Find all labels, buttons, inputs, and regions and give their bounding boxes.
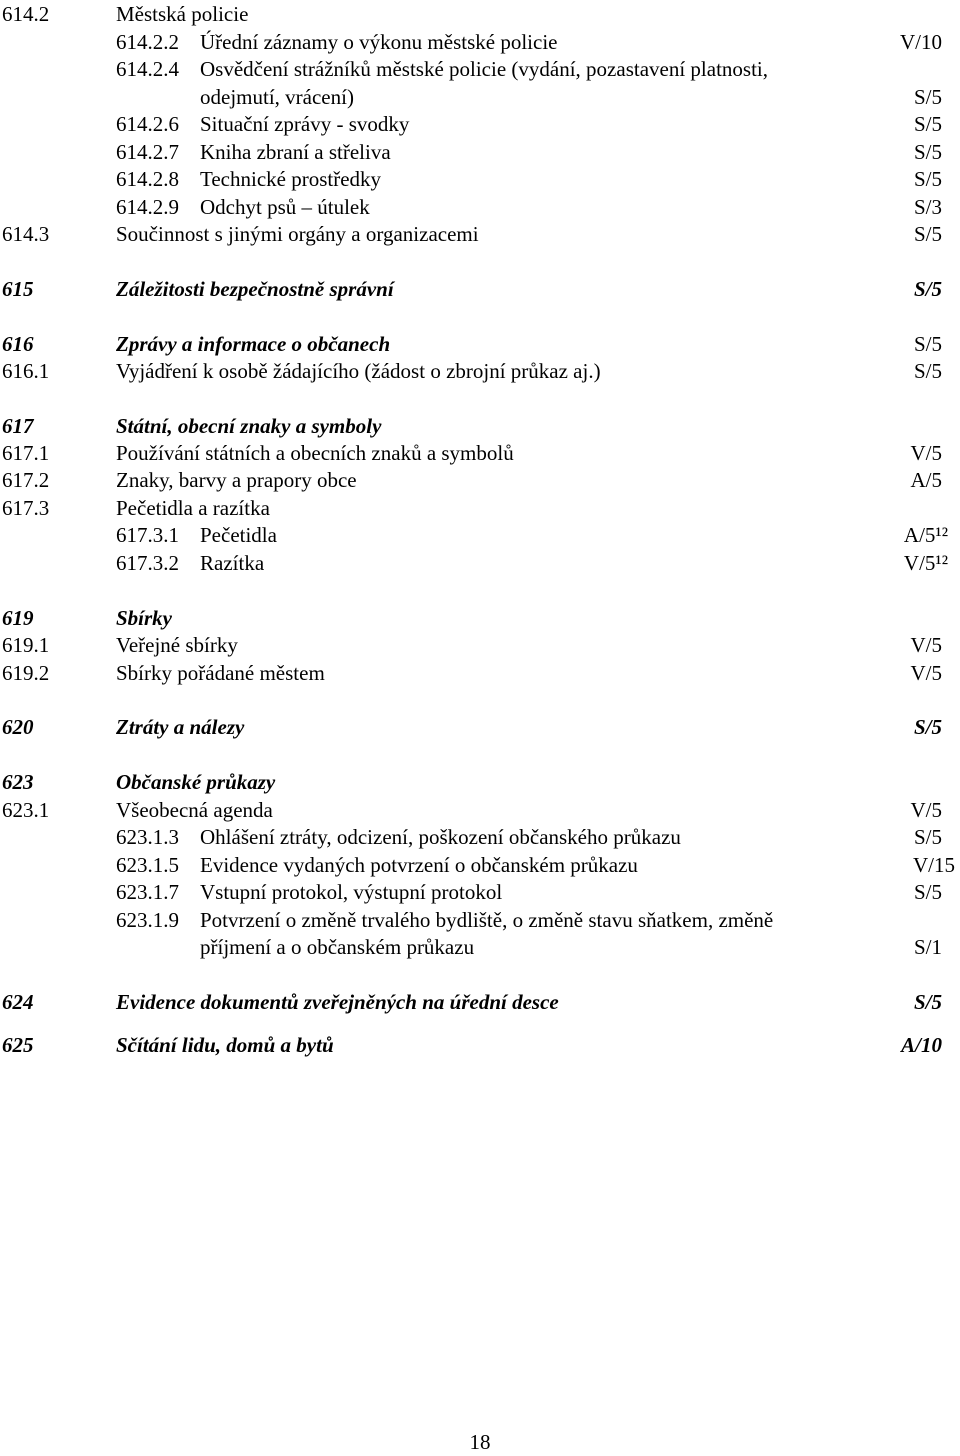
entry-number: 619.2	[2, 661, 50, 685]
retention-code: S/5	[913, 112, 942, 136]
retention-code: V/5	[910, 441, 942, 465]
entry-title: Potvrzení o změně trvalého bydliště, o změně stavu sňatkem, změně	[200, 908, 774, 932]
entry-title: Pečetidla	[200, 523, 277, 547]
entry-row	[0, 1031, 960, 1059]
retention-code: S/5	[913, 359, 942, 383]
entry-row	[0, 466, 960, 494]
retention-code: S/5	[913, 140, 942, 164]
entry-title: Technické prostředky	[200, 167, 382, 191]
retention-code: S/5	[913, 990, 942, 1014]
retention-code: S/5	[913, 332, 942, 356]
entry-title: Kniha zbraní a střeliva	[200, 140, 391, 164]
retention-code: S/5	[913, 880, 942, 904]
entry-title: Veřejné sbírky	[116, 633, 238, 657]
entry-row	[0, 494, 960, 522]
entry-row	[0, 988, 960, 1016]
retention-code: S/5	[913, 167, 942, 191]
entry-subnumber: 617.3.2	[116, 551, 179, 575]
entry-number: 617.1	[2, 441, 50, 465]
entry-title: Vyjádření k osobě žádajícího (žádost o zbrojní průkaz aj.)	[116, 359, 601, 383]
entry-title: Osvědčení strážníků městské policie (vydání, pozastavení platnosti,	[200, 57, 769, 81]
entry-row	[0, 878, 960, 906]
entry-title: Pečetidla a razítka	[116, 496, 270, 520]
entry-row	[0, 275, 960, 303]
entry-row	[0, 28, 960, 56]
entry-title: Zprávy a informace o občanech	[116, 332, 391, 356]
entry-subnumber: 623.1.3	[116, 825, 179, 849]
entry-row	[0, 933, 960, 961]
entry-subnumber: 617.3.1	[116, 523, 179, 547]
entry-number: 619.1	[2, 633, 50, 657]
entry-row	[0, 193, 960, 221]
entry-row	[0, 659, 960, 687]
entry-number: 625	[2, 1033, 34, 1057]
entry-row	[0, 604, 960, 632]
entry-number: 616	[2, 332, 34, 356]
entry-title: Sbírky	[116, 606, 173, 630]
entry-number: 617.3	[2, 496, 50, 520]
entry-title: Záležitosti bezpečnostně správní	[116, 277, 394, 301]
retention-code: V/5	[910, 798, 942, 822]
retention-code: A/10	[901, 1033, 942, 1057]
entry-title: odejmutí, vrácení)	[200, 85, 354, 109]
entry-subnumber: 623.1.5	[116, 853, 179, 877]
entry-title: Sbírky pořádané městem	[116, 661, 325, 685]
retention-code: V/15	[913, 853, 955, 877]
retention-code: V/10	[900, 30, 942, 54]
retention-code: S/5	[913, 277, 942, 301]
entry-title: Evidence vydaných potvrzení o občanském průkazu	[200, 853, 638, 877]
entry-subnumber: 614.2.9	[116, 195, 179, 219]
entry-subnumber: 623.1.9	[116, 908, 179, 932]
entry-row	[0, 439, 960, 467]
entry-title: Všeobecná agenda	[116, 798, 273, 822]
entry-row	[0, 220, 960, 248]
entry-number: 617.2	[2, 468, 50, 492]
entry-row	[0, 851, 960, 879]
entry-row	[0, 768, 960, 796]
retention-code: S/3	[913, 195, 942, 219]
entry-row	[0, 631, 960, 659]
retention-code: V/5	[910, 633, 942, 657]
entry-row	[0, 330, 960, 358]
entry-subnumber: 614.2.8	[116, 167, 179, 191]
entry-number: 623.1	[2, 798, 50, 822]
page-number: 18	[469, 1430, 491, 1454]
entry-title: Vstupní protokol, výstupní protokol	[200, 880, 503, 904]
entry-row	[0, 55, 960, 83]
entry-row	[0, 357, 960, 385]
retention-code: A/5	[910, 468, 942, 492]
entry-subnumber: 614.2.6	[116, 112, 179, 136]
entry-row	[0, 83, 960, 111]
retention-code: S/5	[913, 825, 942, 849]
entry-title: Znaky, barvy a prapory obce	[116, 468, 357, 492]
entry-row	[0, 823, 960, 851]
entry-number: 614.3	[2, 222, 50, 246]
retention-code: S/5	[913, 222, 942, 246]
retention-code: S/5	[913, 85, 942, 109]
retention-code: V/5	[910, 661, 942, 685]
entry-row	[0, 412, 960, 440]
entry-row	[0, 549, 960, 577]
entry-number: 617	[2, 414, 34, 438]
entry-number: 614.2	[2, 2, 50, 26]
entry-number: 616.1	[2, 359, 50, 383]
entry-row	[0, 796, 960, 824]
entry-title: příjmení a o občanském průkazu	[200, 935, 475, 959]
retention-code: A/5¹²	[903, 523, 948, 547]
entry-subnumber: 614.2.7	[116, 140, 179, 164]
entry-row	[0, 138, 960, 166]
entry-number: 619	[2, 606, 34, 630]
entry-title: Sčítání lidu, domů a bytů	[116, 1033, 334, 1057]
entry-subnumber: 614.2.4	[116, 57, 179, 81]
entry-title: Používání státních a obecních znaků a symbolů	[116, 441, 514, 465]
entry-title: Ztráty a nálezy	[116, 715, 245, 739]
entry-title: Občanské průkazy	[116, 770, 276, 794]
entry-title: Situační zprávy - svodky	[200, 112, 410, 136]
retention-code: S/1	[913, 935, 942, 959]
retention-code: S/5	[913, 715, 942, 739]
entry-number: 623	[2, 770, 34, 794]
entry-row	[0, 906, 960, 934]
entry-title: Evidence dokumentů zveřejněných na úřední desce	[116, 990, 559, 1014]
entry-subnumber: 614.2.2	[116, 30, 179, 54]
entry-row	[0, 521, 960, 549]
entry-number: 615	[2, 277, 34, 301]
entry-row	[0, 165, 960, 193]
entry-title: Státní, obecní znaky a symboly	[116, 414, 382, 438]
entry-number: 620	[2, 715, 34, 739]
entry-title: Úřední záznamy o výkonu městské policie	[200, 30, 558, 54]
retention-code: V/5¹²	[903, 551, 948, 575]
entry-number: 624	[2, 990, 34, 1014]
entry-title: Ohlášení ztráty, odcizení, poškození občanského průkazu	[200, 825, 681, 849]
entry-title: Městská policie	[116, 2, 249, 26]
entry-row	[0, 110, 960, 138]
entry-title: Razítka	[200, 551, 265, 575]
entry-subnumber: 623.1.7	[116, 880, 179, 904]
entry-row	[0, 0, 960, 28]
entry-row	[0, 713, 960, 741]
entry-title: Odchyt psů – útulek	[200, 195, 370, 219]
entry-title: Součinnost s jinými orgány a organizacemi	[116, 222, 479, 246]
